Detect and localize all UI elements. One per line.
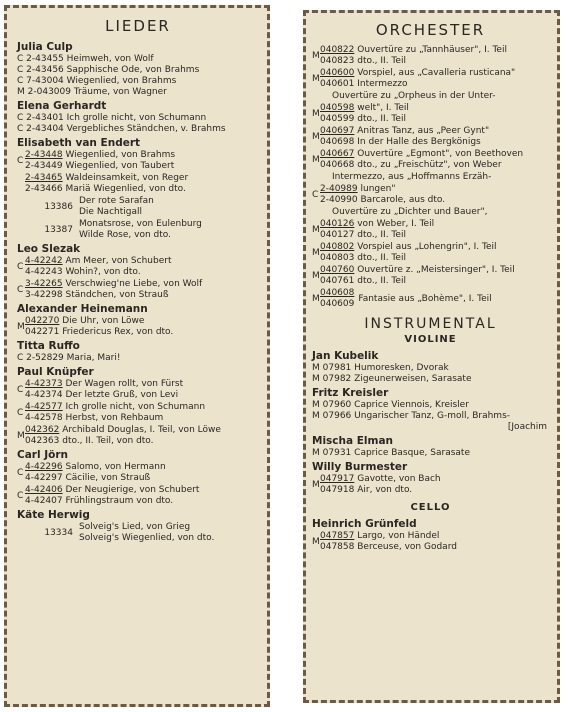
record-title: Wiegenlied, von Brahms [66, 76, 177, 86]
record-title: Herbst, von Rehbaum [65, 413, 164, 423]
record-entry [320, 114, 549, 125]
record-pair [312, 242, 549, 264]
record-entry [320, 230, 549, 241]
record-title: Solveig's Lied, von Grieg [79, 522, 191, 532]
artist-name: Paul Knüpfer [17, 366, 94, 378]
record-number: 4-42243 [25, 267, 63, 277]
label-prefix: M [312, 224, 320, 235]
record-pair [17, 256, 259, 278]
record-title: dto., II. Teil [357, 56, 406, 66]
artist-name: Alexander Heinemann [17, 303, 148, 315]
record-number: 7-43004 [26, 76, 64, 86]
record-number: 040667 [320, 149, 355, 159]
record-title: Salomo, von Hermann [65, 462, 166, 472]
artist-name: Heinrich Grünfeld [312, 518, 417, 530]
record-title: Waldeinsamkeit, von Reger [65, 173, 189, 183]
instrumental-title: INSTRUMENTAL [364, 316, 497, 332]
record-entry [320, 79, 549, 90]
record-number: 040608 [320, 288, 355, 298]
record-title: Gavotte, von Bach [357, 474, 441, 484]
label-prefix: C [17, 65, 24, 75]
record-number: 07960 [322, 400, 352, 410]
artist-name: Carl Jörn [17, 449, 68, 461]
record-pair-rows [320, 288, 549, 310]
record-title: Wohin?, von dto. [65, 267, 141, 277]
record-title: Vergebliches Ständchen, v. Brahms [66, 124, 226, 134]
record-pair [17, 402, 259, 424]
record-number: 2-43448 [25, 150, 63, 160]
record-pair-rows [25, 402, 259, 424]
record-title: Wilde Rose, von dto. [79, 230, 171, 240]
record-number: 2-043009 [27, 87, 71, 97]
record-entry [312, 400, 549, 411]
record-entry [312, 363, 549, 374]
record-pair-rows [320, 149, 549, 171]
record-title-line: Intermezzo, aus „Hoffmanns Erzäh- [332, 172, 492, 182]
record-pair [17, 150, 259, 172]
label-prefix: C [17, 467, 24, 478]
record-entry [25, 290, 259, 301]
record-entry [25, 267, 259, 278]
record-title: Caprice Basque, Sarasate [354, 448, 470, 458]
record-title: Largo, von Händel [357, 531, 440, 541]
record-number: 047858 [320, 542, 355, 552]
label-prefix: M [312, 293, 320, 304]
record-entry [25, 316, 259, 327]
record-title: Ouvertüre „Egmont", von Beethoven [357, 149, 524, 159]
label-prefix: C [17, 124, 24, 134]
record-pair-rows [320, 45, 549, 67]
record-title: Maria, Mari! [66, 353, 121, 363]
record-entry [320, 149, 549, 160]
record-entry [320, 195, 549, 206]
record-number: 042271 [25, 327, 60, 337]
artist-name: Käte Herwig [17, 509, 90, 521]
record-number: 4-42406 [25, 485, 63, 495]
record-number: 040823 [320, 56, 355, 66]
record-title: Barcarole, aus dto. [360, 195, 446, 205]
record-title: Solveig's Wiegenlied, von dto. [79, 533, 215, 543]
record-title: Wiegenlied, von Brahms [65, 150, 176, 160]
record-coupling-lines [79, 219, 202, 241]
record-entry [17, 54, 259, 65]
record-number: 2-43401 [26, 113, 64, 123]
lieder-title: LIEDER [105, 17, 171, 35]
label-prefix: C [17, 384, 24, 395]
label-prefix: M [312, 411, 320, 421]
record-number: 047918 [320, 485, 355, 495]
record-title: dto., II. Teil [357, 114, 406, 124]
record-pair-rows [320, 184, 549, 206]
orchester-title: ORCHESTER [375, 21, 486, 39]
record-title: Air, von dto. [357, 485, 413, 495]
record-title: Der rote Sarafan [79, 196, 154, 206]
record-pair [312, 149, 549, 171]
record-entry [320, 253, 549, 264]
record-entry [320, 531, 549, 542]
record-number: 4-42407 [25, 496, 63, 506]
record-entry [320, 184, 549, 195]
record-title: Wiegenlied, von Taubert [65, 161, 175, 171]
record-pair-rows [320, 103, 549, 125]
record-pair [312, 45, 549, 67]
record-number-fraction [320, 288, 354, 310]
label-prefix: M [312, 247, 320, 258]
record-entry [320, 288, 549, 310]
record-pair [312, 184, 549, 206]
record-number: 040822 [320, 45, 355, 55]
record-title: welt", I. Teil [357, 103, 409, 113]
label-prefix: C [17, 261, 24, 272]
label-prefix: M [312, 448, 320, 458]
label-prefix: C [17, 490, 24, 501]
record-pair-rows [25, 316, 259, 338]
record-pair-rows [25, 150, 259, 172]
record-entry [320, 126, 549, 137]
record-title: Monatsrose, von Eulenburg [79, 219, 202, 229]
artist-name: Jan Kubelik [312, 350, 379, 362]
record-pair-rows [25, 425, 259, 447]
record-number: 2-40990 [320, 195, 358, 205]
record-pair-rows [320, 219, 549, 241]
record-title: dto., II. Teil [357, 230, 406, 240]
record-number: 040802 [320, 242, 355, 252]
record-coupling [17, 522, 259, 544]
record-pair [312, 265, 549, 287]
record-pair-rows [320, 242, 549, 264]
record-entry [25, 161, 259, 172]
record-number: 07981 [322, 363, 352, 373]
record-title: Der Neugierige, von Schubert [65, 485, 200, 495]
record-pair [312, 68, 549, 90]
record-number: 2-43456 [26, 65, 64, 75]
record-pair-rows [25, 173, 259, 195]
record-title: Ich grolle nicht, von Schumann [65, 402, 206, 412]
record-title: Der letzte Gruß, von Levi [65, 390, 179, 400]
record-number: 2-43465 [25, 173, 63, 183]
record-pair-rows [25, 379, 259, 401]
record-pair [312, 103, 549, 125]
record-number: 042362 [25, 425, 60, 435]
label-prefix: M [312, 154, 320, 165]
record-entry [320, 276, 549, 287]
record-number: 040600 [320, 68, 355, 78]
record-title: Mariä Wiegenlied, von dto. [65, 184, 186, 194]
record-title: Intermezzo [357, 79, 408, 89]
record-number: 040598 [320, 103, 355, 113]
record-title: In der Halle des Bergkönigs [357, 137, 481, 147]
record-entry [25, 327, 259, 338]
record-title: Ich grolle nicht, von Schumann [66, 113, 207, 123]
record-pair [17, 425, 259, 447]
record-title: Die Uhr, von Löwe [62, 316, 145, 326]
record-number: 042363 [25, 436, 60, 446]
record-number: 07966 [322, 411, 352, 421]
record-pair [17, 462, 259, 484]
record-entry [320, 219, 549, 230]
record-entry [17, 124, 259, 135]
record-entry [25, 173, 259, 184]
record-title: Cäcilie, von Strauß [65, 473, 151, 483]
record-title: von Weber, I. Teil [357, 219, 435, 229]
artist-name: Mischa Elman [312, 435, 394, 447]
lieder-list [17, 41, 259, 544]
record-entry [25, 496, 259, 507]
record-entry [320, 137, 549, 148]
record-title: Am Meer, von Schubert [65, 256, 172, 266]
record-number: 4-42577 [25, 402, 63, 412]
record-title: Vorspiel, aus „Cavalleria rusticana" [357, 68, 516, 78]
record-number: 040668 [320, 160, 355, 170]
label-prefix: C [17, 76, 24, 86]
label-prefix: C [17, 155, 24, 166]
record-entry [320, 474, 549, 485]
record-pair-rows [25, 485, 259, 507]
record-coupling-lines [79, 522, 214, 544]
record-number: 040127 [320, 230, 355, 240]
record-entry [320, 160, 549, 171]
record-pair [17, 316, 259, 338]
record-number: 040601 [320, 79, 355, 89]
label-prefix: C [17, 407, 24, 418]
record-title: Ouvertüre zu „Tannhäuser", I. Teil [357, 45, 507, 55]
record-title-line: Ouvertüre zu „Orpheus in der Unter- [332, 91, 496, 101]
record-number: 040126 [320, 219, 355, 229]
record-title: Der Wagen rollt, von Fürst [65, 379, 184, 389]
record-title: dto., II. Teil [357, 276, 406, 286]
label-prefix: M [17, 87, 25, 97]
record-number: 4-42242 [25, 256, 63, 266]
record-title: Sapphische Ode, von Brahms [66, 65, 200, 75]
record-pair-rows [320, 531, 549, 553]
record-number: 040761 [320, 276, 355, 286]
record-pair [17, 485, 259, 507]
record-entry [320, 103, 549, 114]
label-prefix: M [312, 536, 320, 547]
label-prefix: M [312, 400, 320, 410]
record-entry [312, 448, 549, 459]
record-title: Fantasie aus „Bohème", I. Teil [358, 293, 492, 304]
record-pair-rows [25, 256, 259, 278]
violine-title: VIOLINE [404, 334, 457, 345]
record-pair-rows [320, 68, 549, 90]
record-number: 4-42297 [25, 473, 63, 483]
cello-title: CELLO [410, 502, 451, 513]
record-number: 2-52829 [26, 353, 64, 363]
record-number: 040803 [320, 253, 355, 263]
record-title: Heimweh, von Wolf [66, 54, 154, 64]
label-prefix: M [312, 479, 320, 490]
record-entry [320, 56, 549, 67]
record-number: 040698 [320, 137, 355, 147]
record-title: Anitras Tanz, aus „Peer Gynt" [357, 126, 490, 136]
record-number: 2-43404 [26, 124, 64, 134]
record-title: Zigeunerweisen, Sarasate [354, 374, 472, 384]
record-pair [312, 288, 549, 310]
record-title: Frühlingstraum von dto. [65, 496, 174, 506]
record-title: Die Nachtigall [79, 207, 142, 217]
record-title: Verschwieg'ne Liebe, von Wolf [65, 279, 203, 289]
record-title: Ungarischer Tanz, G-moll, Brahms- [354, 411, 511, 421]
record-entry [17, 113, 259, 124]
label-prefix: C [17, 113, 24, 123]
record-pair [17, 279, 259, 301]
label-prefix: M [312, 363, 320, 373]
record-entry [25, 473, 259, 484]
artist-name: Julia Culp [17, 41, 73, 53]
record-number: 047857 [320, 531, 355, 541]
record-pair-rows [25, 462, 259, 484]
record-number: 07931 [322, 448, 352, 458]
record-entry [320, 542, 549, 553]
label-prefix: M [312, 374, 320, 384]
record-number: 13386 [44, 201, 73, 212]
record-entry [25, 390, 259, 401]
record-number: 2-43466 [25, 184, 63, 194]
record-title: lungen" [360, 184, 396, 194]
record-title: dto., zu „Freischütz", von Weber [357, 160, 502, 170]
record-number: 2-40989 [320, 184, 358, 194]
record-title: Ouvertüre z. „Meistersinger", I. Teil [357, 265, 515, 275]
record-title-line: Ouvertüre zu „Dichter und Bauer", [332, 207, 488, 217]
record-pair-rows [320, 126, 549, 148]
record-pair-rows [320, 265, 549, 287]
record-number: 2-43449 [25, 161, 63, 171]
label-prefix: C [17, 353, 24, 363]
record-pair-rows [25, 279, 259, 301]
artist-name: Willy Burmester [312, 461, 408, 473]
record-title: Ständchen, von Strauß [65, 290, 169, 300]
label-prefix: M [17, 321, 25, 332]
record-pair [312, 219, 549, 241]
record-entry [320, 485, 549, 496]
record-title: Friedericus Rex, von dto. [62, 327, 174, 337]
record-entry [25, 462, 259, 473]
record-title: Träume, von Wagner [73, 87, 167, 97]
record-coupling [17, 219, 259, 241]
record-number: 3-42265 [25, 279, 63, 289]
record-entry [25, 150, 259, 161]
record-title: dto., II. Teil [357, 253, 406, 263]
label-prefix: C [17, 54, 24, 64]
record-entry [320, 68, 549, 79]
artist-name: Fritz Kreisler [312, 387, 389, 399]
record-pair-rows [320, 474, 549, 496]
record-title: Berceuse, von Godard [357, 542, 457, 552]
record-entry [17, 87, 259, 98]
record-number: 040760 [320, 265, 355, 275]
record-title: Humoresken, Dvorak [354, 363, 449, 373]
record-entry [25, 256, 259, 267]
record-pair [312, 531, 549, 553]
record-title: dto., II. Teil, von dto. [62, 436, 154, 446]
record-entry [25, 425, 259, 436]
lieder-page [4, 5, 270, 707]
record-pair [312, 126, 549, 148]
record-entry [25, 279, 259, 290]
record-number: 040609 [320, 299, 355, 309]
record-number: 4-42578 [25, 413, 63, 423]
record-entry [320, 45, 549, 56]
record-entry [320, 242, 549, 253]
record-entry [25, 436, 259, 447]
record-entry [312, 411, 549, 422]
label-prefix: M [312, 131, 320, 142]
orchester-page [303, 10, 560, 703]
label-prefix: M [312, 270, 320, 281]
record-number: 4-42374 [25, 390, 63, 400]
record-pair [17, 379, 259, 401]
record-number: 040599 [320, 114, 355, 124]
label-prefix: M [312, 50, 320, 61]
record-coupling-lines [79, 196, 154, 218]
record-number: 07982 [322, 374, 352, 384]
record-number: 4-42373 [25, 379, 63, 389]
record-title: Archibald Douglas, I. Teil, von Löwe [62, 425, 221, 435]
record-entry [25, 413, 259, 424]
record-entry [320, 265, 549, 276]
record-number: 4-42296 [25, 462, 63, 472]
label-prefix: C [17, 284, 24, 295]
record-number: 040697 [320, 126, 355, 136]
artist-name: Elisabeth van Endert [17, 137, 141, 149]
record-pair [312, 474, 549, 496]
label-prefix: M [17, 430, 25, 441]
artist-name: Elena Gerhardt [17, 100, 107, 112]
label-prefix: M [312, 108, 320, 119]
record-entry [25, 379, 259, 390]
record-title-continuation: [Joachim [507, 422, 547, 432]
label-prefix: C [312, 189, 319, 200]
record-coupling [17, 196, 259, 218]
record-number: 2-43455 [26, 54, 64, 64]
record-number: 047917 [320, 474, 355, 484]
label-prefix: M [312, 73, 320, 84]
record-number: 042270 [25, 316, 60, 326]
record-number: 13334 [44, 527, 73, 538]
cello-list [312, 518, 549, 553]
record-entry [25, 485, 259, 496]
record-pair [17, 173, 259, 195]
record-entry [25, 402, 259, 413]
record-number: 3-42298 [25, 290, 63, 300]
violine-list [312, 350, 549, 496]
record-entry [312, 374, 549, 385]
record-title: Caprice Viennois, Kreisler [354, 400, 469, 410]
artist-name: Leo Slezak [17, 243, 81, 255]
record-entry [25, 184, 259, 195]
record-title: Vorspiel aus „Lohengrin", I. Teil [357, 242, 497, 252]
record-number: 13387 [44, 224, 73, 235]
artist-name: Titta Ruffo [17, 340, 80, 352]
record-entry [17, 65, 259, 76]
record-entry [17, 353, 259, 364]
orchester-list [312, 45, 549, 310]
record-entry [17, 76, 259, 87]
